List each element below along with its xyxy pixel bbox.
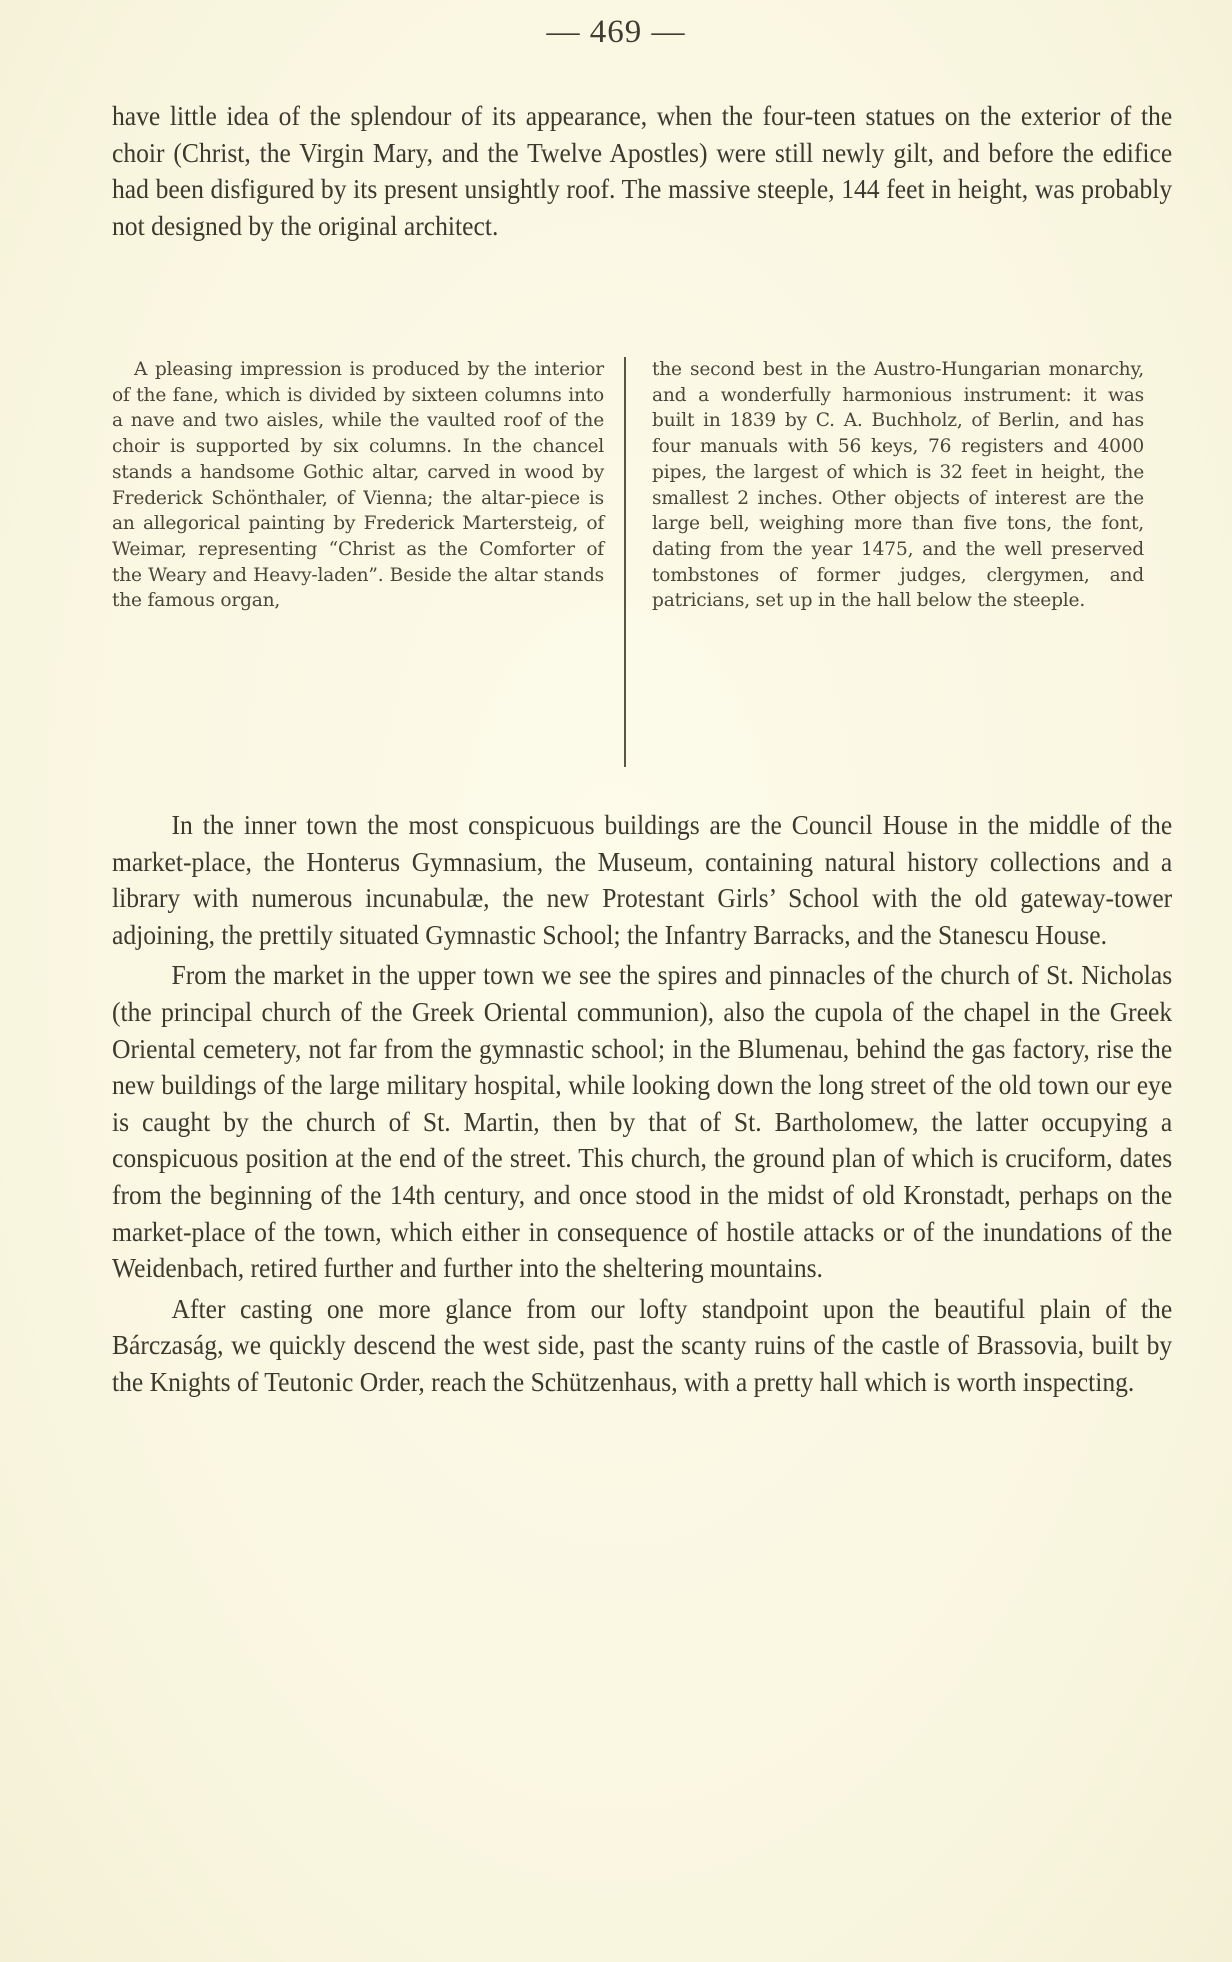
opening-paragraph-block [112,98,1172,244]
paragraph-descent: After casting one more glance from our lofty standpoint upon the beautiful plain of the Bárczaság, we quickly descend the west side, past the scanty ruins of the castle of Brassovia, built by the Knights of Teutonic Order, reach the Schützenhaus, with a pretty hall which is worth inspecting. [112,1292,1173,1397]
paragraph-upper-town-view: From the market in the upper town we see the spires and pinnacles of the church of St. Nicholas (the principal church of the Greek Oriental communion), also the cupola of the chapel in the Greek Oriental cemetery, not far from the gymnastic school; in the Blumenau, behind the gas factory, rise the new buildings of the large military hospital, while looking down the long street of the old town our eye is caught by the church of St. Martin, then by that of St. Bartholomew, the latter occupying a conspicuous position at the end of the street. This church, the ground plan of which is cruciform, dates from the beginning of the 14th century, and once stood in the midst of old Kronstadt, perhaps on the market-place of the town, which either in consequence of hostile attacks or of the inundations of the Weidenbach, retired further and further into the sheltering mountains. [112,959,1173,1284]
left-column-text: A pleasing impression is produced by the interior of the fane, which is divided by sixteen columns into a nave and two aisles, while the vaulted roof of the choir is supported by six columns. In the chancel stands a handsome Gothic altar, carved in wood by Frederick Schönthaler, of Vienna; the altar-piece is an allegorical painting by Frederick Martersteig, of Weimar, representing “Christ as the Comforter of the Weary and Heavy-laden”. Beside the altar stands the famous organ, [112,359,604,612]
two-column-section [112,357,1144,769]
page-number: — 469 — [546,14,686,50]
paragraph-inner-town: In the inner town the most conspicuous buildings are the Council House in the middle of the market-place, the Honterus Gymnasium, the Museum, containing natural history collections and a library with numerous incunabulæ, the new Protestant Girls’ School with the old gateway-tower adjoining, the prettily situated Gymnastic School; the Infantry Barracks, and the Stanescu House. [112,809,1173,950]
right-column-text: the second best in the Austro-Hungarian monarchy, and a wonderfully harmonious instrument: it was built in 1839 by C. A. Buchholz, of Berlin, and has four manuals with 56 keys, 76 registers and 4000 pipes, the largest of which is 32 feet in height, the smallest 2 inches. Other objects of interest are the large bell, weighing more than five tons, the font, dating from the year 1475, and the well preserved tombstones of former judges, clergymen, and patricians, set up in the hall below the steeple. [652,359,1144,612]
main-text-block [112,807,1172,1401]
continued-paragraph: have little idea of the splendour of its appearance, when the four-teen statues on the exterior of the choir (Christ, the Virgin Mary, and the Twelve Apostles) were still newly gilt, and before the edifice had been disfigured by its present unsightly roof. The massive steeple, 144 feet in height, was probably not designed by the original architect. [112,100,1173,241]
left-column [112,357,604,614]
column-divider [624,357,626,767]
right-column [652,357,1144,614]
